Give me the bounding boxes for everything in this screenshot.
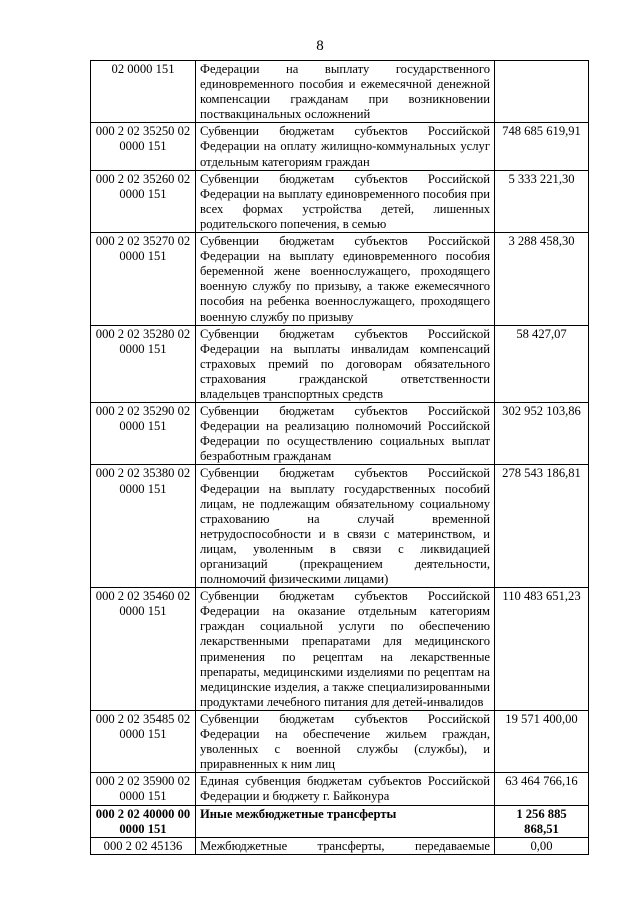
row-amount: 1 256 885 868,51 (495, 805, 589, 837)
row-amount: 110 483 651,23 (495, 588, 589, 711)
row-amount: 3 288 458,30 (495, 233, 589, 326)
row-code: 000 2 02 35290 02 0000 151 (91, 403, 196, 465)
table-row-total (91, 805, 589, 837)
row-code: 000 2 02 35460 02 0000 151 (91, 588, 196, 711)
row-description: Субвенции бюджетам субъектов Российской Федерации на реализацию полномочий Российской Федерации по осуществлению социальных выплат безработным гражданам (196, 403, 495, 465)
row-description: Субвенции бюджетам субъектов Российской Федерации на выплаты инвалидам компенсаций страховых премий по договорам обязательного страхования гражданской ответственности владельцев транспортных средств (196, 325, 495, 402)
budget-table (90, 60, 589, 855)
table-row (91, 710, 589, 772)
table-row (91, 773, 589, 805)
table-row (91, 837, 589, 854)
row-amount: 0,00 (495, 837, 589, 854)
row-code: 000 2 02 35380 02 0000 151 (91, 465, 196, 588)
row-code: 000 2 02 35280 02 0000 151 (91, 325, 196, 402)
row-code: 000 2 02 35260 02 0000 151 (91, 170, 196, 232)
row-code: 000 2 02 35485 02 0000 151 (91, 710, 196, 772)
table-row (91, 233, 589, 326)
row-code: 000 2 02 40000 00 0000 151 (91, 805, 196, 837)
row-code: 02 0000 151 (91, 61, 196, 123)
row-code: 000 2 02 45136 (91, 837, 196, 854)
table-row (91, 61, 589, 123)
row-amount: 19 571 400,00 (495, 710, 589, 772)
table-row (91, 325, 589, 402)
row-code: 000 2 02 35250 02 0000 151 (91, 123, 196, 170)
table-row (91, 403, 589, 465)
table-row (91, 170, 589, 232)
row-description: Субвенции бюджетам субъектов Российской Федерации на выплату государственных пособий лицам, не подлежащим обязательному социальному страхованию на случай временной нетрудоспособности и в связи с материнством, и лицам, уволенным в связи с ликвидацией организаций (прекращением деятельности, полномочий физическими лицами) (196, 465, 495, 588)
table-row (91, 465, 589, 588)
row-description: Единая субвенция бюджетам субъектов Российской Федерации и бюджету г. Байконура (196, 773, 495, 805)
row-amount: 302 952 103,86 (495, 403, 589, 465)
row-description: Субвенции бюджетам субъектов Российской Федерации на оказание отдельным категориям граждан социальной услуги по обеспечению лекарственными препаратами для медицинского применения по рецептам на лекарственные препараты, медицинскими изделиями по рецептам на медицинские изделия, а также специализированными продуктами лечебного питания для детей-инвалидов (196, 588, 495, 711)
row-description: Межбюджетные трансферты, передаваемые (196, 837, 495, 854)
row-description: Иные межбюджетные трансферты (196, 805, 495, 837)
row-code: 000 2 02 35270 02 0000 151 (91, 233, 196, 326)
row-amount: 63 464 766,16 (495, 773, 589, 805)
row-description: Субвенции бюджетам субъектов Российской Федерации на оплату жилищно-коммунальных услуг отдельным категориям граждан (196, 123, 495, 170)
row-description: Субвенции бюджетам субъектов Российской Федерации на выплату единовременного пособия беременной жене военнослужащего, проходящего военную службу по призыву, а также ежемесячного пособия на ребенка военнослужащего, проходящего военную службу по призыву (196, 233, 495, 326)
row-description: Субвенции бюджетам субъектов Российской Федерации на выплату единовременного пособия при всех формах устройства детей, лишенных родительского попечения, в семью (196, 170, 495, 232)
row-amount: 58 427,07 (495, 325, 589, 402)
row-description: Федерации на выплату государственного единовременного пособия и ежемесячной денежной компенсации гражданам при возникновении поствакцинальных осложнений (196, 61, 495, 123)
row-amount: 278 543 186,81 (495, 465, 589, 588)
row-amount: 748 685 619,91 (495, 123, 589, 170)
page-number: 8 (316, 38, 324, 54)
row-amount: 5 333 221,30 (495, 170, 589, 232)
row-amount (495, 61, 589, 123)
row-code: 000 2 02 35900 02 0000 151 (91, 773, 196, 805)
table-row (91, 123, 589, 170)
row-description: Субвенции бюджетам субъектов Российской Федерации на обеспечение жильем граждан, уволенных с военной службы (службы), и приравненных к ним лиц (196, 710, 495, 772)
table-row (91, 588, 589, 711)
